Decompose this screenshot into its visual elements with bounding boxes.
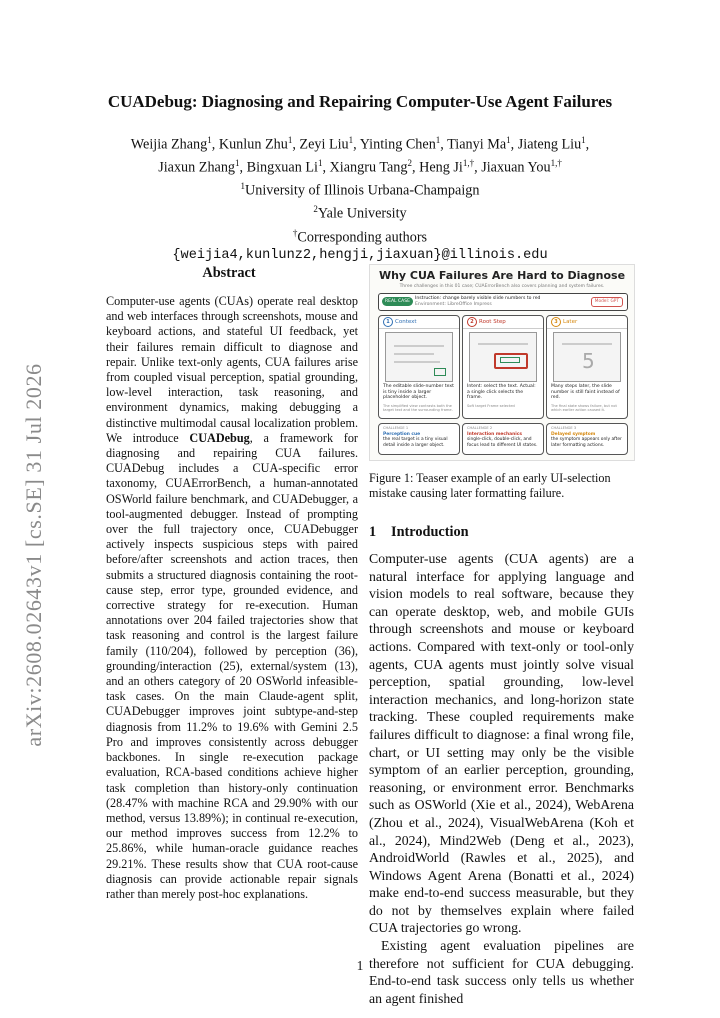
introduction-body [369,550,634,1007]
author-email: {weijia4,kunlunz2,hengji,jiaxuan}@illinois.edu [172,247,548,263]
challenge-1: CHALLENGE 1 Perception cue the real target is a tiny visual detail inside a larger object. [378,423,460,455]
section-heading: 1 Introduction [369,524,469,540]
screen-thumbnail [469,332,537,382]
affiliation-1: $^1$University of Illinois Urbana-Champaign [240,181,480,200]
faint-slide-number: 5 [582,349,595,373]
challenge-2: CHALLENGE 2 Interaction mechanics single-click, double-click, and focus lead to different UI states. [462,423,544,455]
author-block [60,131,660,265]
screen-thumbnail [385,332,453,382]
paper-title: CUADebug: Diagnosing and Repairing Computer-Use Agent Failures [107,92,613,111]
challenge-3: CHALLENGE 3 Delayed symptom the symptom appears only after later formatting actions. [546,423,628,455]
arxiv-identifier: arXiv:2608.02643v1 [cs.SE] 31 Jul 2026 [21,363,46,747]
figure-title: Why CUA Failures Are Hard to Diagnose [378,269,626,282]
page-number: 1 [356,958,364,973]
affiliation-2: $^2$Yale University [313,204,407,223]
real-case-badge: REAL CASE [382,297,413,306]
panel-caption: Intent: select the text. Actual: a single click selects the frame. [467,384,536,401]
instruction-text: Instruction: change barely visible slide numbers to red Environment: LibreOffice Impress [415,296,541,307]
paragraph: Computer-use agents (CUA agents) are a natural interface for applying language and vision models to real software, because they can operate desktop, web, and mobile GUIs through screenshots and mouse or keyboard actions. Compared with text-only or tool-only agents, CUA agents must jointly solve visual perception, spatial grounding, low-level interaction mechanics, and long-horizon state tracking. These coupled requirements make failures difficult to diagnose: a final wrong file, chart, or UI setting may only be the visible symptom of an earlier perception, grounding, reasoning, or environment error. Benchmarks such as OSWorld (Xie et al., 2024), WebArena (Zhou et al., 2024), VisualWebArena (Koh et al., 2024), Mind2Web (Deng et al., 2023), AndroidWorld (Rawles et al., 2025), and Windows Agent Arena (Bonatti et al., 2024) make end-to-end success measurable, but they do not by themselves explain where failed CUA trajectories go wrong. [369,551,634,936]
abstract-text: Computer-use agents (CUAs) operate real desktop and web interfaces through screenshots, mouse and keyboard actions, and stateful UI feedback, yet their failures remain difficult to diagnose and repair. Unlike text-only agents, CUA failures arise from coupled visual perception, spatial grounding, low-level interaction, task reasoning, and environment dynamics, making debugging a distinctive multimodal causal localization problem. We introduce CUADebug, a framework for diagnosing and repairing CUA failures. CUADebug includes a CUA-specific error taxonomy, CUAErrorBench, a human-annotated OSWorld failure benchmark, and CUADebugger, a tool-augmented debugger. Instead of prompting over the full trajectory once, CUADebugger actively inspects suspicious steps with paired before/after screenshots and action traces, then submits a structured diagnosis containing the root-cause step, error type, grounded evidence, and corrective strategy for re-execution. Human annotations over 204 failed trajectories show that task reasoning and control is the largest failure family (110/204), followed by perception (36), grounding/interaction (25), external/system (13), and an others category of 20 OSWorld infeasible-task cases. On the main Claude-agent split, CUADebugger improves joint subtype-and-step diagnosis from 11.2% to 19.6% with Gemini 2.5 Pro and improves consistently across debugger backbones. In single re-execution package evaluation, RCA-based conditions achieve higher task completion than history-only continuation (28.47% with machine RCA and 29.90% with our method, versus 13.89%); in continual re-execution, our method improves success from 12.2% to 25.86%, while human-oracle guidance reaches 29.21%. These results show that CUA root-cause diagnosis can provide actionable repair signals rather than merely post-hoc explanations. [106,294,358,901]
figure-1 [369,264,635,461]
panel-subcaption: The final state shows failure, but not which earlier action caused it. [551,404,617,413]
arxiv-sidebar [14,0,54,1018]
author-line-1: Weijia Zhang$^1$, Kunlun Zhu$^1$, Zeyi Liu$^1$, Yinting Chen$^1$, Tianyi Ma$^1$, Jiateng Liu$^1$, [130,135,590,153]
abstract-heading: Abstract [202,265,256,281]
panel-context [378,315,460,419]
figure-subtitle: Three challenges in this 01 case; CUAErrorBench also covers planning and system failures. [399,284,605,289]
screen-thumbnail [553,332,621,382]
panel-later [546,315,628,419]
panel-caption: The editable slide-number text is tiny inside a larger placeholder object. [383,384,454,401]
affiliation-3: †Corresponding authors [292,227,428,246]
model-badge: Model: GPT [591,297,623,307]
panel-caption: Many steps later, the slide number is still faint instead of red. [551,384,620,401]
panel-header: 3 Later [547,316,627,329]
panel-header: 2 Root Step [463,316,543,329]
figure-caption: Figure 1: Teaser example of an early UI-selection mistake causing later formatting failure. [369,471,611,501]
panel-header: 1 Context [379,316,459,329]
panel-root-step [462,315,544,419]
author-line-2: Jiaxun Zhang$^1$, Bingxuan Li$^1$, Xiangru Tang$^2$, Heng $Ji^{1,\dagger}$, Jiaxuan You$^{1,\dagger}$ [158,158,562,176]
panel-subcaption: The simplified view contrasts both the target text and the surrounding frame. [383,404,453,413]
panel-subcaption: Soft target Frame selected [467,404,515,408]
paragraph: Existing agent evaluation pipelines are therefore not sufficient for CUA debugging. End-to-end task success only tells us whether an agent finished [369,938,634,1006]
instruction-bar [378,293,628,311]
